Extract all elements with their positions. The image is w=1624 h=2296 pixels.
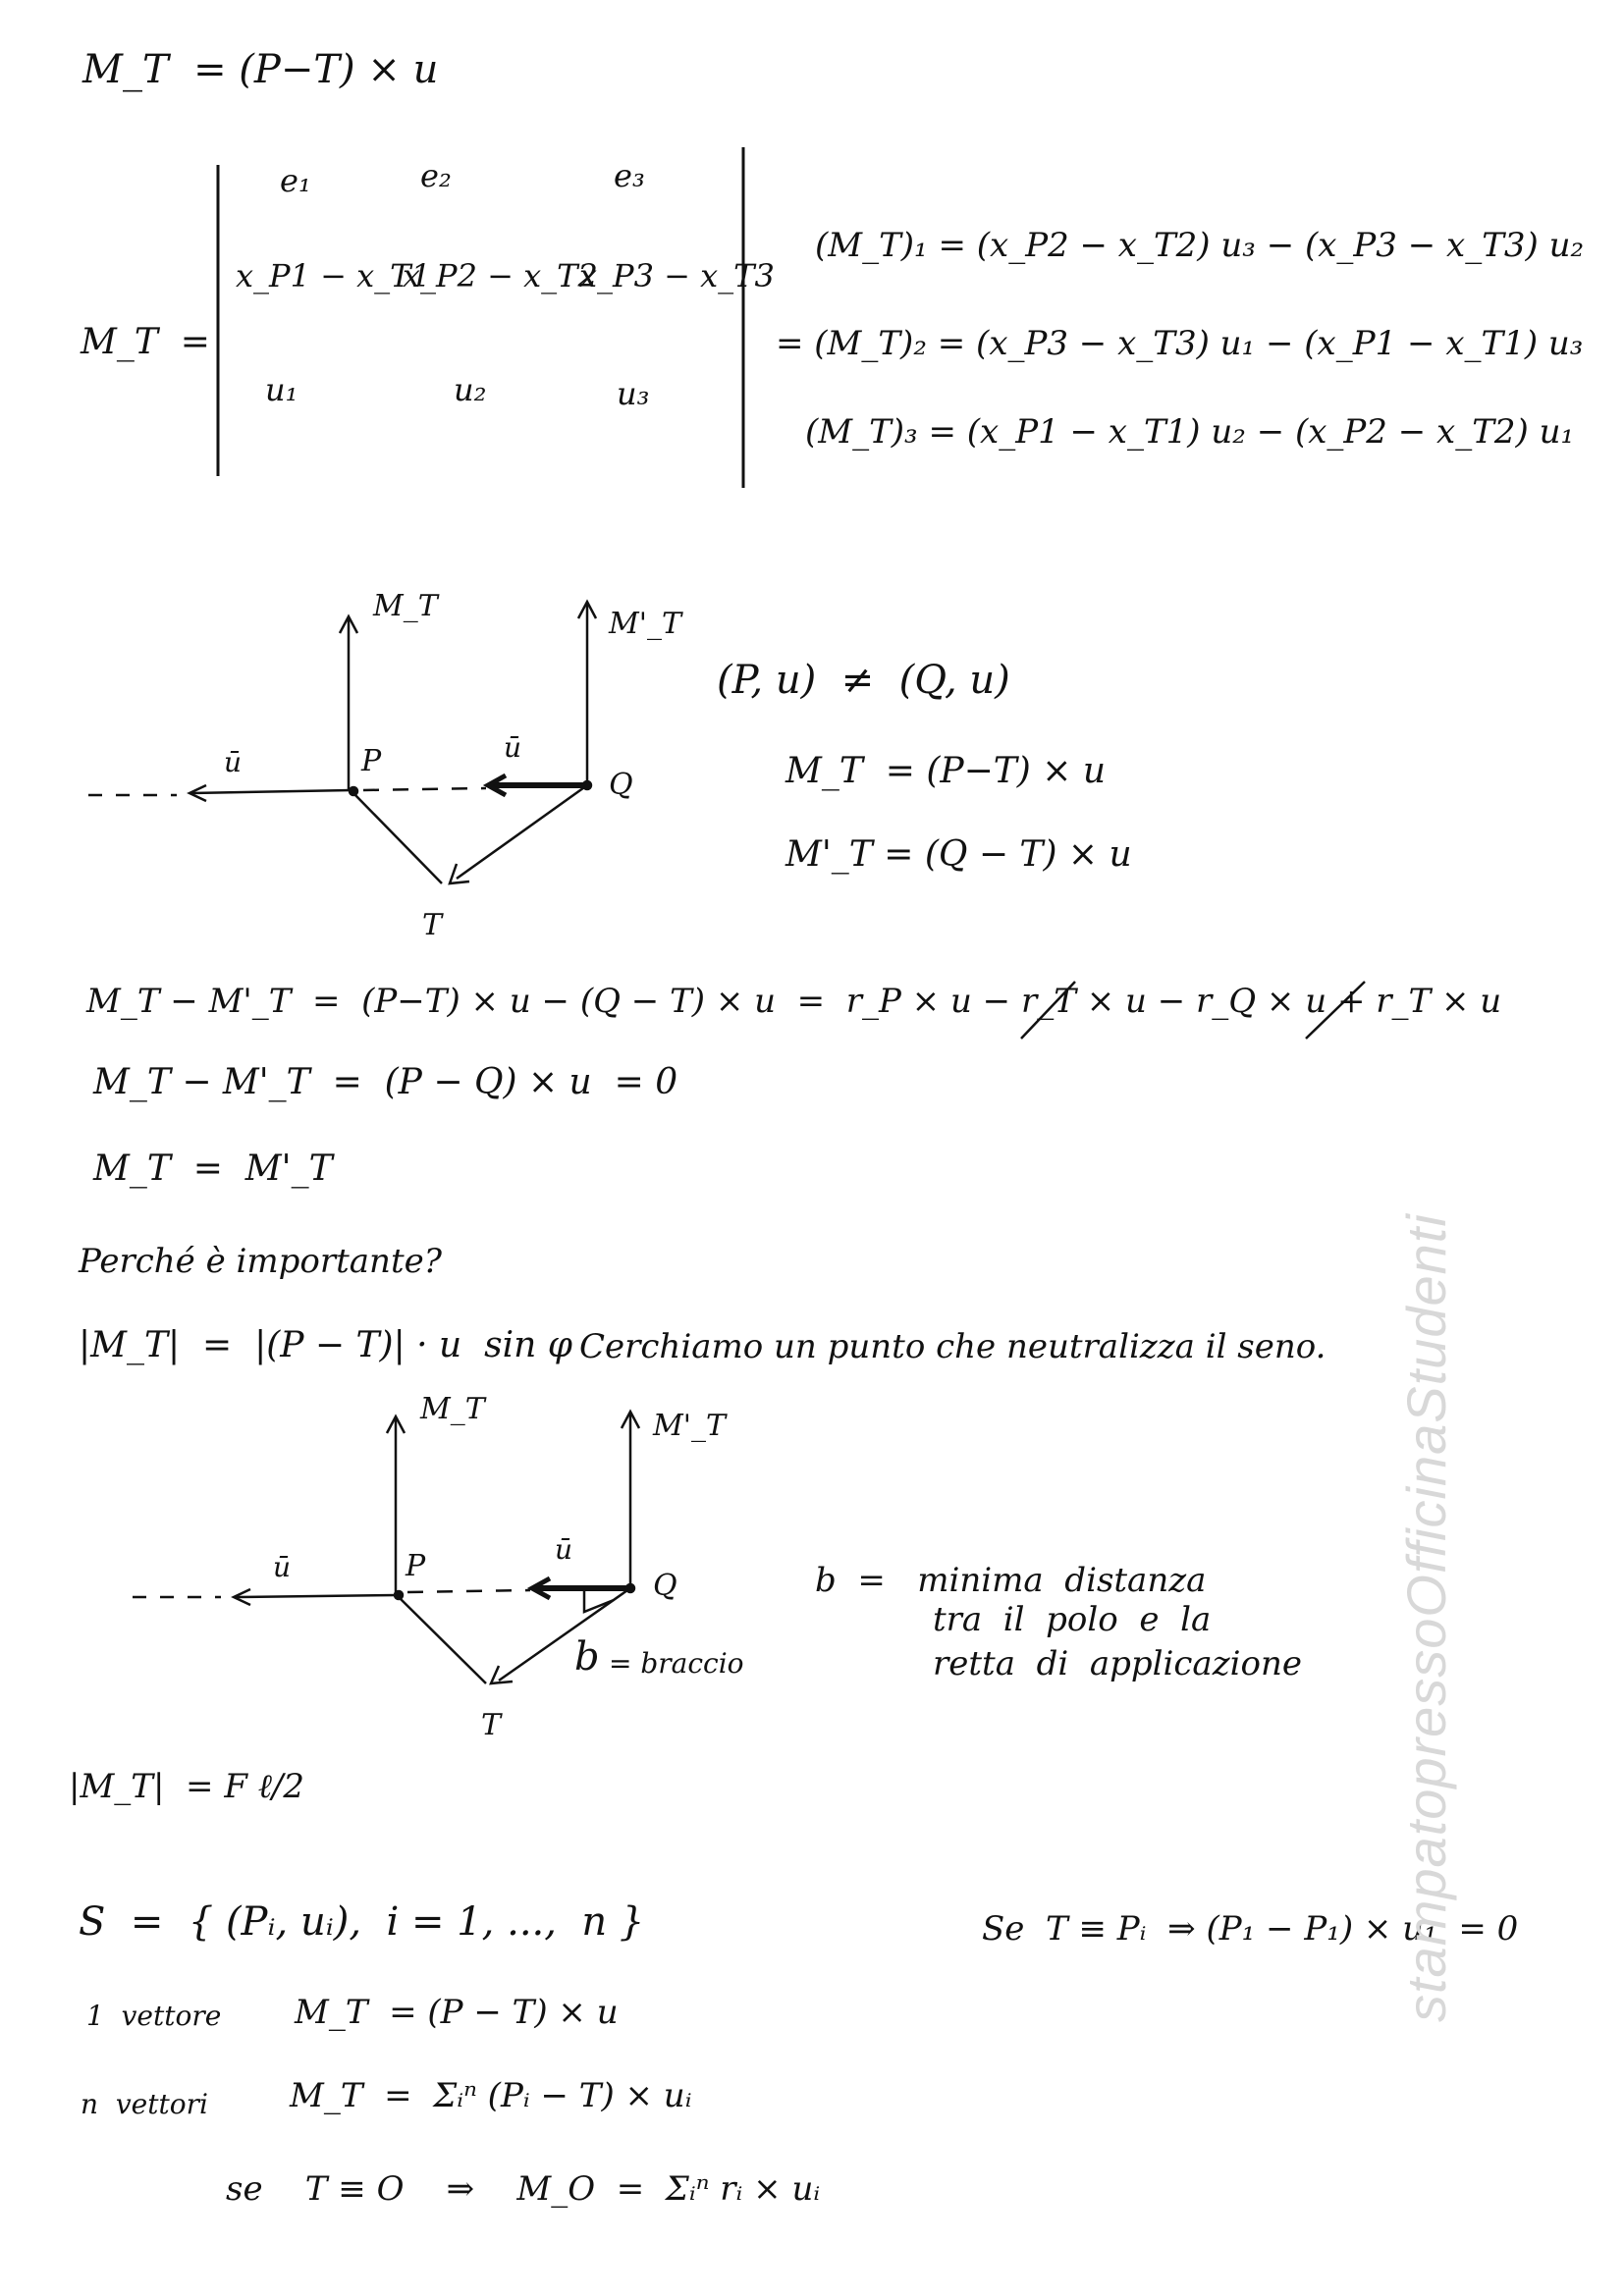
one-vector-label: 1 vettore [86, 2000, 222, 2032]
mt-equals-label: M_T = [81, 322, 210, 362]
n-vectors-moment: M_T = Σᵢⁿ (Pᵢ − T) × uᵢ [290, 2076, 692, 2115]
one-vector-moment: M_T = (P − T) × u [295, 1993, 619, 2032]
moment-modulus: |M_T| = |(P − T)| · u sin φ [79, 1325, 572, 1365]
question-importance: Perché è importante? [79, 1242, 442, 1281]
diagram2-u-left-label: ū [273, 1551, 292, 1583]
component-1: (M_T)₁ = (x_P2 − x_T2) u₃ − (x_P3 − x_T3) u₂ [815, 226, 1585, 265]
diagram1-mtp-label: M'_T [609, 607, 681, 641]
n-vectors-label: n vettori [81, 2088, 208, 2120]
diagram1-u-left-label: ū [224, 746, 243, 778]
matrix-e2: e₂ [420, 157, 452, 194]
diagram2-p-label: P [406, 1549, 426, 1583]
u-vector-at-p [191, 790, 352, 793]
matrix-e3: e₃ [614, 157, 645, 194]
b-definition-2: tra il polo e la [933, 1600, 1212, 1639]
matrix-e1: e₁ [280, 162, 311, 199]
diagram1-q-label: Q [609, 768, 633, 802]
p-to-t [353, 793, 442, 883]
diagram1-t-label: T [422, 908, 443, 942]
se-t-equals-pi: Se T ≡ Pᵢ ⇒ (P₁ − P₁) × u₁ = 0 [982, 1909, 1519, 1949]
dashed-p-to-q-2 [407, 1590, 530, 1592]
diagram2-u-right-label: ū [555, 1533, 573, 1566]
matrix-r2c1: x_P1 − x_T1 [236, 257, 431, 294]
component-3: (M_T)₃ = (x_P1 − x_T1) u₂ − (x_P2 − x_T2) u₁ [805, 412, 1575, 452]
diagram2-q-label: Q [653, 1569, 677, 1603]
diagram1-u-right-label: ū [504, 731, 522, 764]
diagram2-mt-label: M_T [420, 1392, 485, 1426]
pu-neq-qu: (P, u) ≠ (Q, u) [717, 658, 1010, 703]
point-p-2 [395, 1591, 403, 1599]
mt-definition-p: M_T = (P−T) × u [785, 751, 1107, 791]
q-to-t [457, 785, 587, 879]
braccio-label: = braccio [609, 1647, 744, 1680]
point-q [583, 781, 591, 789]
right-angle-mark [584, 1590, 614, 1612]
matrix-r2c2: x_P2 − x_T2 [403, 257, 598, 294]
dashed-p-to-q [363, 788, 486, 790]
matrix-r2c3: x_P3 − x_T3 [579, 257, 775, 294]
diagram1-mt-label: M_T [373, 589, 438, 623]
matrix-u1: u₁ [265, 371, 298, 408]
search-point-sentence: Cerchiamo un punto che neutralizza il seno. [579, 1327, 1326, 1366]
modulus-force-length: |M_T| = F ℓ/2 [69, 1767, 304, 1806]
difference-expansion: M_T − M'_T = (P−T) × u − (Q − T) × u = r_P × u − r_T × u − r_Q × u + r_T × u [86, 982, 1502, 1021]
diagram1-p-label: P [361, 744, 382, 778]
moments-equal: M_T = M'_T [93, 1148, 333, 1189]
diagram2-b-label: b [574, 1634, 600, 1680]
se-t-equals-o: se T ≡ O ⇒ M_O = Σᵢⁿ rᵢ × uᵢ [226, 2169, 821, 2209]
moment-definition: M_T = (P−T) × u [82, 47, 439, 92]
diagram2-mtp-label: M'_T [653, 1409, 726, 1443]
u-vector-at-p-2 [236, 1595, 398, 1597]
point-p [350, 787, 357, 795]
b-definition-1: b = minima distanza [815, 1561, 1207, 1600]
diagram2-t-label: T [481, 1708, 502, 1742]
b-definition-3: retta di applicazione [933, 1644, 1302, 1683]
q-to-t-arrowhead [450, 864, 469, 883]
watermark: stampatopressoOfficinaStudenti [1395, 1213, 1457, 2022]
point-q-2 [626, 1584, 634, 1592]
matrix-u2: u₂ [454, 371, 487, 408]
difference-result: M_T − M'_T = (P − Q) × u = 0 [93, 1062, 678, 1102]
matrix-u3: u₃ [617, 375, 650, 412]
system-of-vectors: S = { (Pᵢ, uᵢ), i = 1, ..., n } [79, 1899, 645, 1945]
p-to-t-2 [399, 1597, 486, 1683]
component-2: = (M_T)₂ = (x_P3 − x_T3) u₁ − (x_P1 − x_T1) u₃ [776, 324, 1584, 363]
mtp-definition-q: M'_T = (Q − T) × u [785, 834, 1132, 875]
